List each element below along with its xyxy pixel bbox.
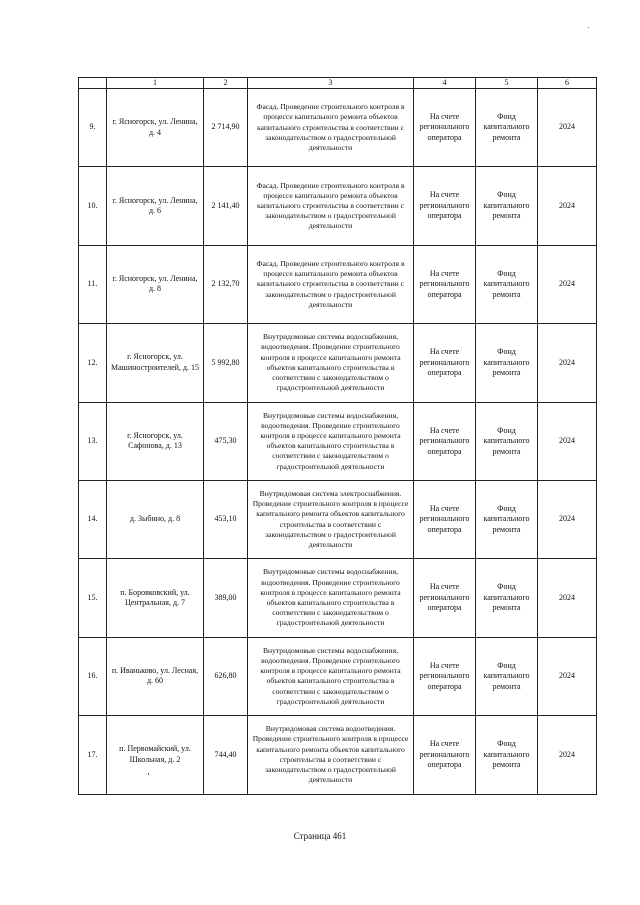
account-cell: На счете регионального оператора [414, 480, 476, 558]
work-description-cell: Фасад. Проведение строительного контроля в процессе капитального ремонта объектов капитального строительства в соответствии с законодательством о градостроительной деятельности [248, 167, 414, 245]
account-cell: На счете регионального оператора [414, 89, 476, 167]
row-number: 14. [79, 480, 107, 558]
year-cell: 2024 [538, 402, 597, 480]
table-row [79, 637, 597, 715]
funding-source-cell: Фонд капитального ремонта [476, 480, 538, 558]
work-description-cell: Внутридомовые системы водоснабжения, водоотведения. Проведение строительного контроля в процессе капитального ремонта объектов капитального строительства в соответствии с законодательством о градостроительной деятельности [248, 402, 414, 480]
address-cell: г. Ясногорск, ул. Машиностроителей, д. 15 [107, 324, 204, 402]
account-cell: На счете регионального оператора [414, 402, 476, 480]
address-cell: г. Ясногорск, ул. Ленина, д. 8 [107, 245, 204, 323]
repair-schedule-table [78, 77, 597, 795]
funding-source-cell: Фонд капитального ремонта [476, 324, 538, 402]
work-description-cell: Внутридомовые системы водоснабжения, водоотведения. Проведение строительного контроля в процессе капитального ремонта объектов капитального строительства в соответствии с законодательством о градостроительной деятельности [248, 559, 414, 637]
row-number: 17. [79, 716, 107, 794]
funding-source-cell: Фонд капитального ремонта [476, 167, 538, 245]
cost-cell: 2 141,40 [204, 167, 248, 245]
funding-source-cell: Фонд капитального ремонта [476, 89, 538, 167]
table-body [79, 89, 597, 795]
table-row [79, 716, 597, 794]
header-cell-2: 2 [204, 78, 248, 89]
cost-cell: 626,80 [204, 637, 248, 715]
account-cell: На счете регионального оператора [414, 245, 476, 323]
work-description-cell: Внутридомовая система водоотведения. Проведение строительного контроля в процессе капитального ремонта объектов капитального строительства в соответствии с законодательством о градостроительной деятельности [248, 716, 414, 794]
header-cell-6: 6 [538, 78, 597, 89]
row-number: 11. [79, 245, 107, 323]
row-number: 15. [79, 559, 107, 637]
address-cell: п. Боровковский, ул. Центральная, д. 7 [107, 559, 204, 637]
account-cell: На счете регионального оператора [414, 324, 476, 402]
address-cell: д. Зыбино, д. 8 [107, 480, 204, 558]
cost-cell: 2 132,70 [204, 245, 248, 323]
account-cell: На счете регионального оператора [414, 167, 476, 245]
table-row [79, 324, 597, 402]
cost-cell: 744,40 [204, 716, 248, 794]
page-number: Страница 461 [293, 831, 347, 841]
scan-speck [588, 27, 589, 28]
year-cell: 2024 [538, 716, 597, 794]
row-number: 9. [79, 89, 107, 167]
work-description-cell: Внутридомовая система электроснабжения. Проведение строительного контроля в процессе капитального ремонта объектов капитального строительства в соответствии с законодательством о градостроительной деятельности [248, 480, 414, 558]
cost-cell: 2 714,90 [204, 89, 248, 167]
work-description-cell: Внутридомовые системы водоснабжения, водоотведения. Проведение строительного контроля в процессе капитального ремонта объектов капитального строительства в соответствии с законодательством о градостроительной деятельности [248, 637, 414, 715]
header-cell-1: 1 [107, 78, 204, 89]
address-cell: г. Ясногорск, ул. Ленина, д. 4 [107, 89, 204, 167]
work-description-cell: Внутридомовые системы водоснабжения, водоотведения. Проведение строительного контроля в процессе капитального ремонта объектов капитального строительства в соответствии с законодательством о градостроительной деятельности [248, 324, 414, 402]
cost-cell: 475,30 [204, 402, 248, 480]
header-cell-blank [79, 78, 107, 89]
funding-source-cell: Фонд капитального ремонта [476, 637, 538, 715]
table-row [79, 559, 597, 637]
funding-source-cell: Фонд капитального ремонта [476, 245, 538, 323]
table-row [79, 480, 597, 558]
work-description-cell: Фасад. Проведение строительного контроля в процессе капитального ремонта объектов капитального строительства в соответствии с законодательством о градостроительной деятельности [248, 89, 414, 167]
table-header [79, 78, 597, 89]
row-number: 10. [79, 167, 107, 245]
address-cell: г. Ясногорск, ул. Ленина, д. 6 [107, 167, 204, 245]
funding-source-cell: Фонд капитального ремонта [476, 716, 538, 794]
address-cell: п. Иваньково, ул. Лесная, д. 60 [107, 637, 204, 715]
work-description-cell: Фасад. Проведение строительного контроля в процессе капитального ремонта объектов капитального строительства в соответствии с законодательством о градостроительной деятельности [248, 245, 414, 323]
address-cell: г. Ясногорск, ул. Сафонова, д. 13 [107, 402, 204, 480]
row-number: 12. [79, 324, 107, 402]
cost-cell: 389,00 [204, 559, 248, 637]
header-cell-3: 3 [248, 78, 414, 89]
table-row [79, 245, 597, 323]
year-cell: 2024 [538, 167, 597, 245]
year-cell: 2024 [538, 637, 597, 715]
table-row [79, 402, 597, 480]
row-number: 13. [79, 402, 107, 480]
funding-source-cell: Фонд капитального ремонта [476, 402, 538, 480]
account-cell: На счете регионального оператора [414, 559, 476, 637]
year-cell: 2024 [538, 324, 597, 402]
header-cell-5: 5 [476, 78, 538, 89]
cost-cell: 5 992,80 [204, 324, 248, 402]
year-cell: 2024 [538, 480, 597, 558]
table-row [79, 89, 597, 167]
account-cell: На счете регионального оператора [414, 716, 476, 794]
header-cell-4: 4 [414, 78, 476, 89]
year-cell: 2024 [538, 245, 597, 323]
row-number: 16. [79, 637, 107, 715]
address-cell: п. Первомайский, ул. Школьная, д. 2 [107, 716, 204, 794]
cost-cell: 453,10 [204, 480, 248, 558]
table-row [79, 167, 597, 245]
account-cell: На счете регионального оператора [414, 637, 476, 715]
year-cell: 2024 [538, 559, 597, 637]
funding-source-cell: Фонд капитального ремонта [476, 559, 538, 637]
year-cell: 2024 [538, 89, 597, 167]
